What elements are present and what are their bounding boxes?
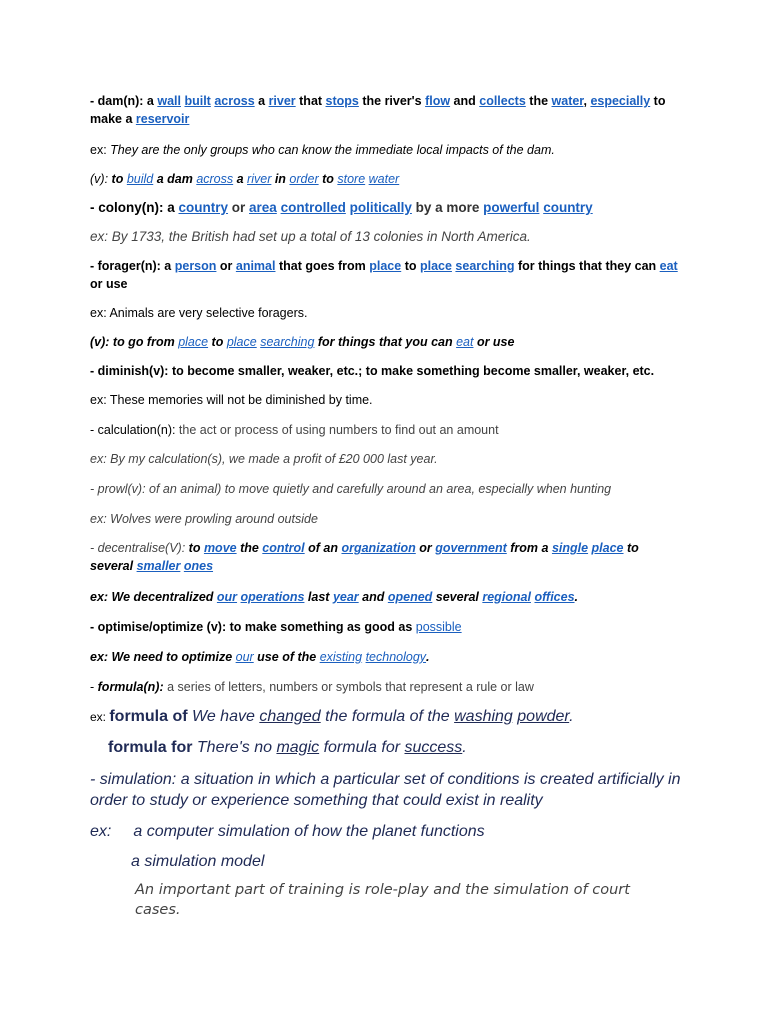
link-word[interactable]: river	[268, 94, 296, 108]
text: from a	[506, 541, 552, 555]
link-word[interactable]: country	[178, 200, 229, 215]
text: to	[108, 172, 127, 186]
entry-diminish-example: ex: These memories will not be diminished by time.	[90, 393, 373, 407]
link-word[interactable]: water	[368, 172, 400, 186]
collocation-label: formula of	[109, 708, 188, 725]
term: - calculation(n):	[90, 423, 176, 437]
text: a dam	[153, 172, 197, 186]
link-word[interactable]: washing	[454, 708, 513, 725]
link-word[interactable]: place	[591, 541, 624, 555]
link-word[interactable]: changed	[259, 708, 321, 725]
link-word[interactable]: order	[289, 172, 319, 186]
link-word[interactable]: smaller	[136, 559, 181, 573]
example-text: a computer simulation of how the planet functions	[133, 823, 485, 840]
link-word[interactable]: ones	[183, 559, 214, 573]
entry-dam-example	[90, 141, 680, 159]
example-label: ex:	[90, 710, 110, 724]
text: .	[569, 708, 574, 725]
link-word[interactable]: place	[419, 259, 452, 273]
example-label: ex:	[90, 823, 112, 840]
link-word[interactable]: possible	[415, 620, 462, 634]
definition-text: a series of letters, numbers or symbols that represent a rule or law	[163, 680, 534, 694]
entry-forager-verb	[90, 333, 680, 351]
entry-forager-definition	[90, 257, 680, 293]
link-word[interactable]: controlled	[280, 200, 346, 215]
entry-dam-verb	[90, 170, 680, 188]
text: or use	[473, 335, 515, 349]
text: to	[318, 172, 338, 186]
link-word[interactable]: stops	[325, 94, 359, 108]
link-word[interactable]: regional	[482, 590, 531, 604]
link-word[interactable]: eat	[456, 335, 474, 349]
entry-dam-definition	[90, 92, 680, 128]
link-word[interactable]: eat	[659, 259, 678, 273]
entry-colony-definition	[90, 198, 680, 217]
text: or	[216, 259, 236, 273]
text: last	[304, 590, 333, 604]
link-word[interactable]: build	[126, 172, 154, 186]
link-word[interactable]: government	[435, 541, 507, 555]
text: There's no	[192, 739, 277, 756]
definition-text: the act or process of using numbers to find out an amount	[175, 423, 499, 437]
text: formula for	[319, 739, 405, 756]
text: the river's	[358, 94, 426, 108]
text: and	[358, 590, 388, 604]
link-word[interactable]: place	[226, 335, 257, 349]
text: the	[236, 541, 263, 555]
text: or	[415, 541, 436, 555]
text: ex: We decentralized	[90, 590, 217, 604]
text: that goes from	[275, 259, 370, 273]
link-word[interactable]: success	[404, 739, 463, 756]
entry-simulation-example-2: a simulation model	[131, 853, 265, 870]
link-word[interactable]: water	[551, 94, 584, 108]
text: in	[271, 172, 290, 186]
term: - dam(n): a	[90, 94, 158, 108]
link-word[interactable]: across	[214, 94, 255, 108]
link-word[interactable]: existing	[319, 650, 363, 664]
entry-diminish-definition: - diminish(v): to become smaller, weaker, etc.; to make something become smaller, weaker, etc.	[90, 364, 655, 378]
entry-decentralise-definition	[90, 539, 680, 575]
text: .	[426, 650, 430, 664]
example-label: ex:	[90, 143, 111, 157]
link-word[interactable]: powerful	[483, 200, 540, 215]
text: (v): to go from	[90, 335, 179, 349]
text: -	[90, 680, 98, 694]
link-word[interactable]: reservoir	[135, 112, 190, 126]
text: or	[228, 200, 250, 215]
entry-forager-example: ex: Animals are very selective foragers.	[90, 306, 308, 320]
verb-label: (v):	[90, 172, 109, 186]
link-word[interactable]: flow	[425, 94, 451, 108]
link-word[interactable]: built	[184, 94, 211, 108]
entry-calculation-example: ex: By my calculation(s), we made a profit of £20 000 last year.	[90, 452, 438, 466]
entry-optimise-example	[90, 648, 680, 666]
definition-text: - optimise/optimize (v): to make something as good as	[90, 620, 416, 634]
text: a	[254, 94, 269, 108]
entry-formula-of	[90, 706, 680, 728]
text: We have	[187, 708, 260, 725]
link-word[interactable]: magic	[276, 739, 320, 756]
entry-formula-for	[108, 737, 698, 758]
text: of an	[304, 541, 342, 555]
link-word[interactable]: place	[178, 335, 209, 349]
link-word[interactable]: especially	[590, 94, 651, 108]
link-word[interactable]: river	[247, 172, 272, 186]
text: for things that you can	[314, 335, 457, 349]
link-word[interactable]: area	[249, 200, 277, 215]
link-word[interactable]: move	[203, 541, 237, 555]
link-word[interactable]: wall	[157, 94, 181, 108]
link-word[interactable]: single	[551, 541, 589, 555]
term: - forager(n): a	[90, 259, 175, 273]
link-word[interactable]: our	[216, 590, 238, 604]
text: to	[401, 259, 420, 273]
link-word[interactable]: country	[543, 200, 593, 215]
text: to make a	[90, 94, 666, 126]
entry-decentralise-example	[90, 588, 680, 606]
link-word[interactable]: organization	[341, 541, 416, 555]
link-word[interactable]: place	[369, 259, 402, 273]
text: by a more	[411, 200, 484, 215]
entry-simulation-example-1	[90, 821, 680, 842]
link-word[interactable]: politically	[349, 200, 412, 215]
entry-simulation-example-3: An important part of training is role-play and the simulation of court cases.	[135, 882, 630, 918]
text: the	[525, 94, 552, 108]
text: and	[450, 94, 480, 108]
text: to	[185, 541, 204, 555]
term: - decentralise(V):	[90, 541, 186, 555]
link-word[interactable]: collects	[479, 94, 526, 108]
entry-prowl-example: ex: Wolves were prowling around outside	[90, 512, 318, 526]
link-word[interactable]: control	[262, 541, 305, 555]
text: ex: We need to optimize	[90, 650, 236, 664]
link-word[interactable]: powder	[517, 708, 570, 725]
collocation-label: formula for	[108, 739, 193, 756]
text: ,	[583, 94, 591, 108]
text: .	[462, 739, 467, 756]
link-word[interactable]: searching	[455, 259, 515, 273]
text: for things that they can	[514, 259, 660, 273]
entry-optimise-definition	[90, 618, 680, 636]
text: to several	[90, 541, 639, 573]
entry-simulation-definition: - simulation: a situation in which a particular set of conditions is created artificially in order to study or experience something that could exist in reality	[90, 771, 681, 809]
link-word[interactable]: store	[337, 172, 366, 186]
term: formula(n):	[97, 680, 164, 694]
text: to	[208, 335, 227, 349]
link-word[interactable]: person	[174, 259, 217, 273]
example-text: They are the only groups who can know the immediate local impacts of the dam.	[110, 143, 555, 157]
entry-formula-definition	[90, 678, 680, 696]
text: that	[295, 94, 326, 108]
text: or use	[90, 277, 128, 291]
entry-colony-example: ex: By 1733, the British had set up a total of 13 colonies in North America.	[90, 229, 531, 244]
link-word[interactable]: across	[196, 172, 234, 186]
term: - colony(n): a	[90, 200, 179, 215]
link-word[interactable]: searching	[260, 335, 315, 349]
link-word[interactable]: opened	[387, 590, 433, 604]
text: the formula of the	[320, 708, 455, 725]
text: use of the	[253, 650, 320, 664]
entry-prowl-definition: - prowl(v): of an animal) to move quietly and carefully around an area, especially when hunting	[90, 482, 612, 496]
link-word[interactable]: offices	[534, 590, 575, 604]
link-word[interactable]: our	[235, 650, 254, 664]
entry-calculation-definition	[90, 421, 680, 439]
text: a	[233, 172, 248, 186]
link-word[interactable]: animal	[235, 259, 276, 273]
link-word[interactable]: operations	[240, 590, 305, 604]
text: several	[432, 590, 483, 604]
link-word[interactable]: technology	[365, 650, 427, 664]
text: .	[574, 590, 579, 604]
link-word[interactable]: year	[332, 590, 359, 604]
